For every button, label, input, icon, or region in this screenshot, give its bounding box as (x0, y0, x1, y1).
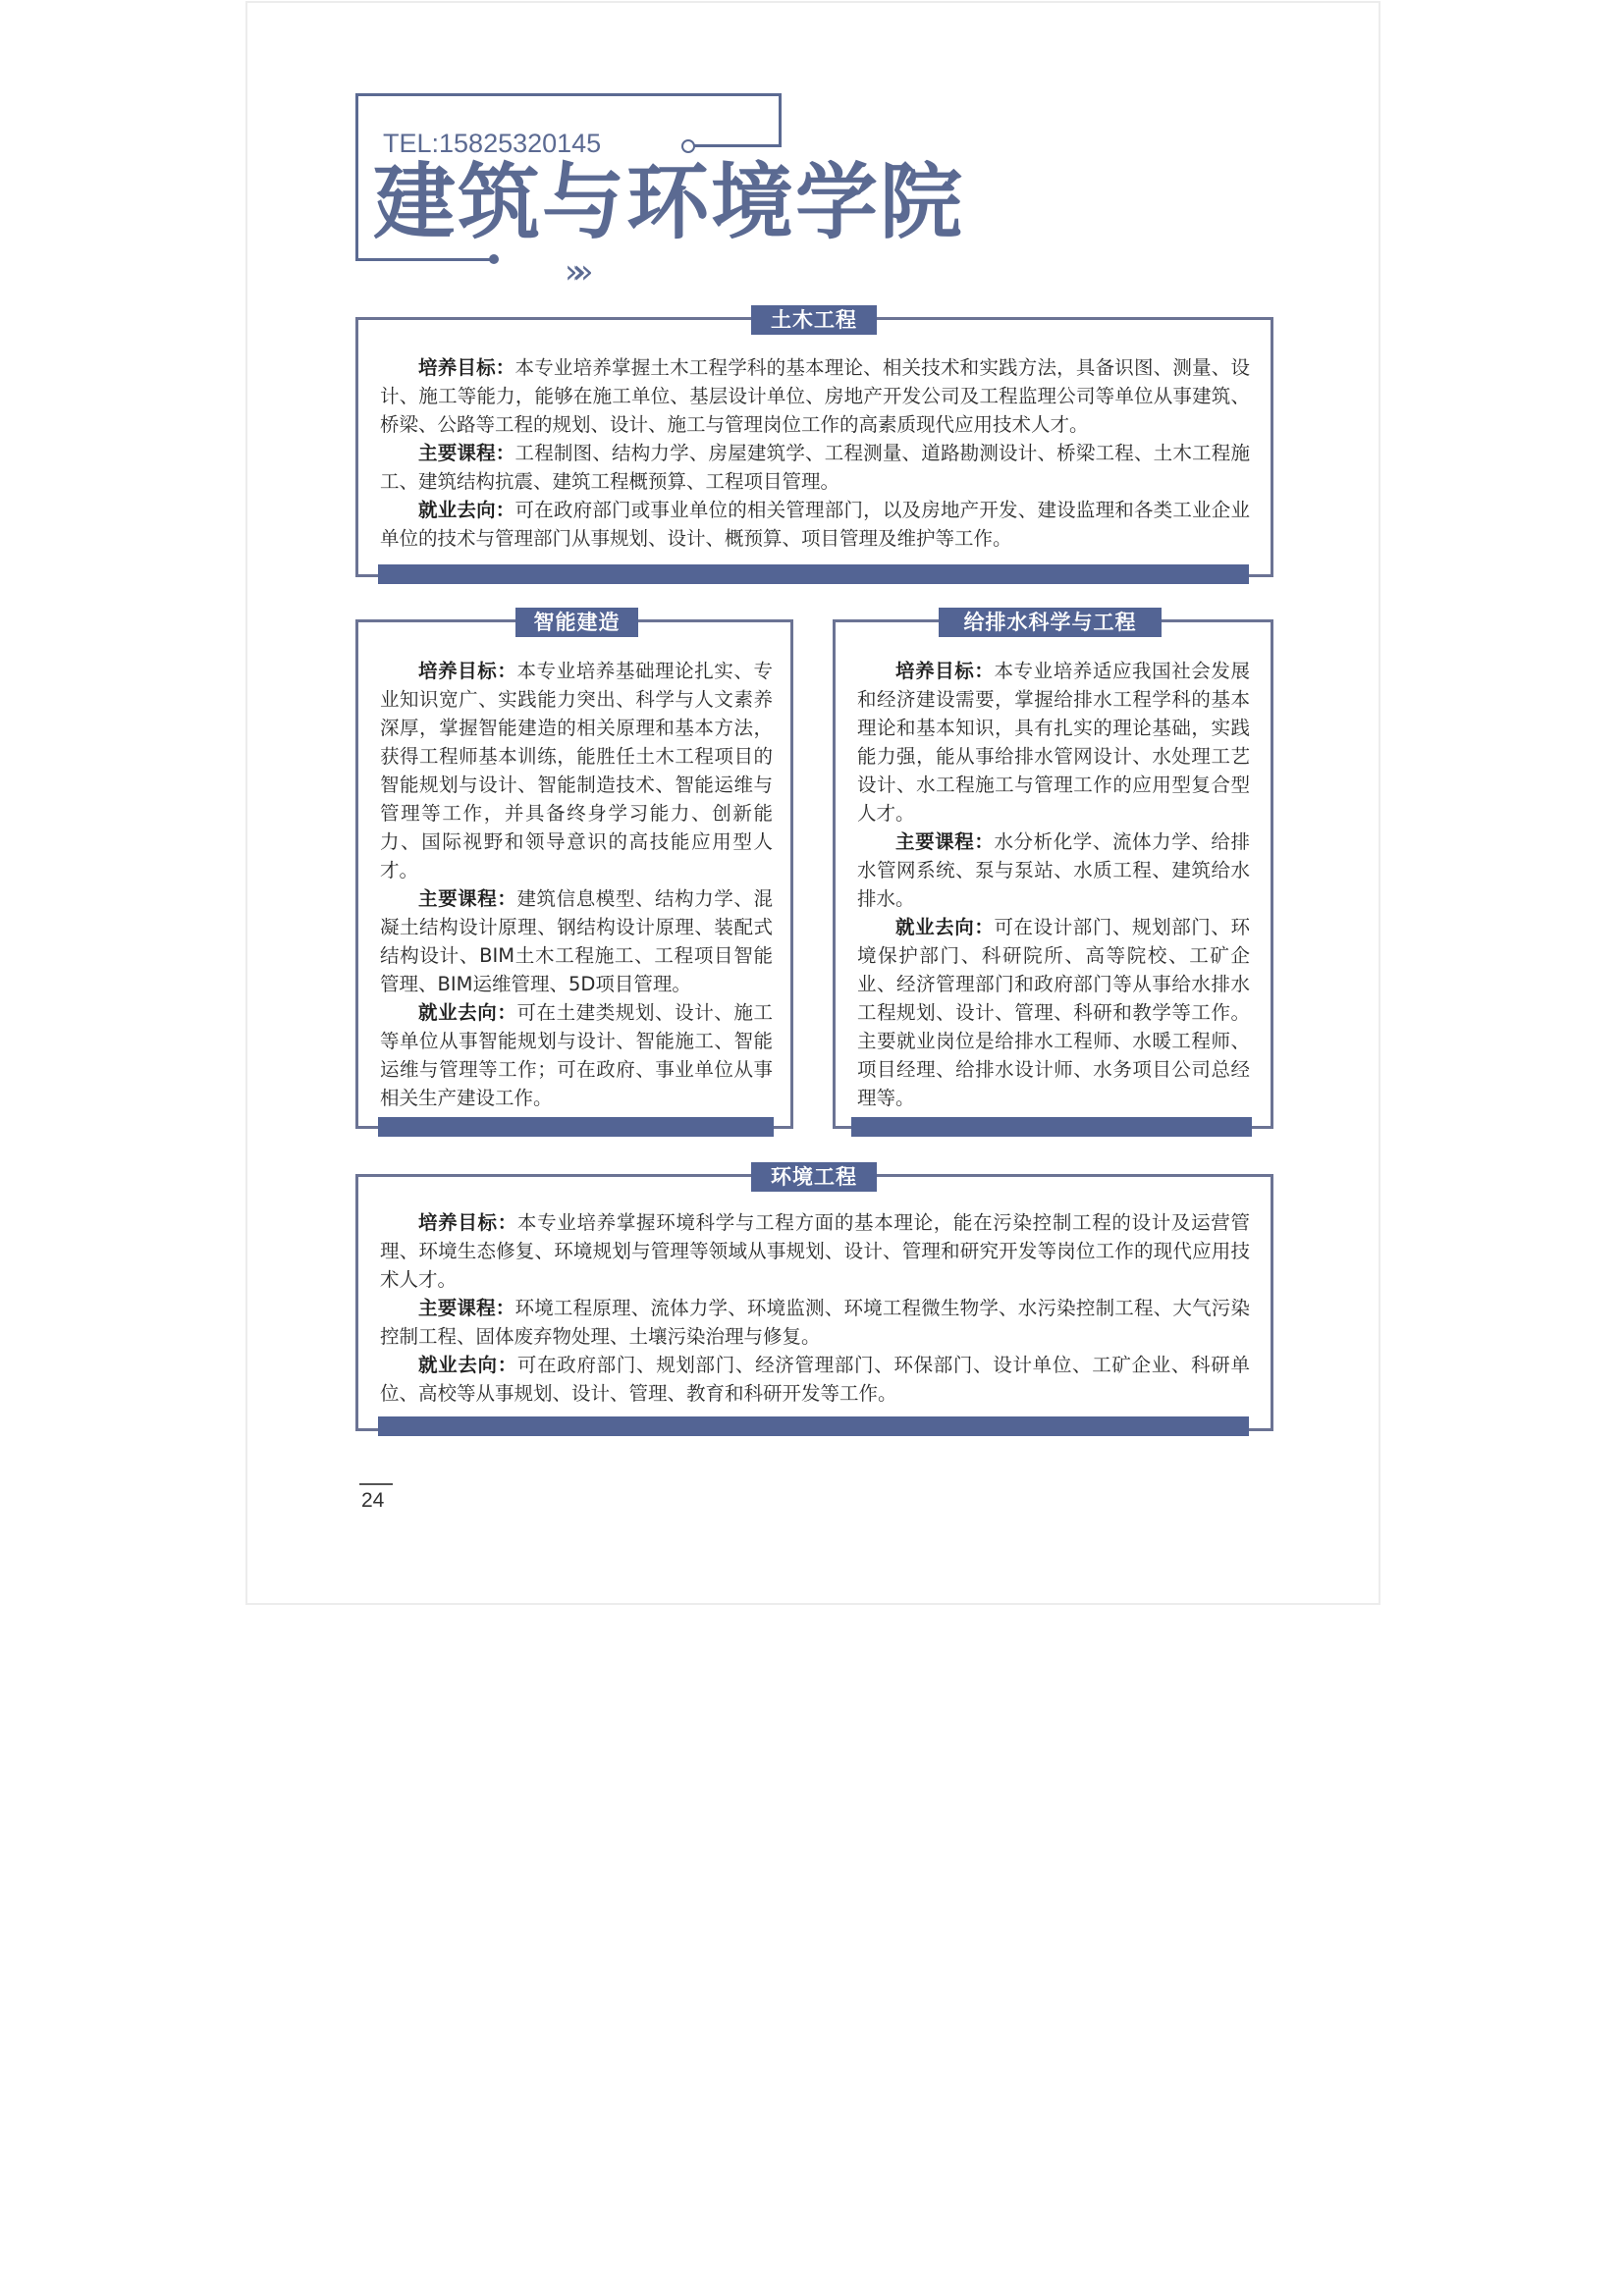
section-footer-bar (378, 564, 1249, 584)
section-footer-bar (378, 1416, 1249, 1436)
section-label: 土木工程 (751, 305, 877, 335)
section-content (380, 1208, 1250, 1408)
main-courses: 主要课程：环境工程原理、流体力学、环境监测、环境工程微生物学、水污染控制工程、大气污染控制工程、固体废弃物处理、土壤污染治理与修复。 (380, 1297, 1250, 1348)
header-bracket-bottom-line (355, 258, 493, 261)
dot-node-icon (489, 254, 499, 264)
career-direction: 就业去向：可在土建类规划、设计、施工等单位从事智能规划与设计、智能施工、智能运维与管理等工作；可在政府、事业单位从事相关生产建设工作。 (380, 1001, 773, 1109)
chevron-right-icon: »» (565, 252, 582, 292)
page-title: 建筑与环境学院 (373, 153, 965, 250)
training-goal: 培养目标：本专业培养基础理论扎实、专业知识宽广、实践能力突出、科学与人文素养深厚，掌握智能建造的相关原理和基本方法，获得工程师基本训练，能胜任土木工程项目的智能规划与设计、智能制造技术、智能运维与管理等工作，并具备终身学习能力、创新能力、国际视野和领导意识的高技能应用型人才。 (380, 660, 773, 881)
circle-node-icon (681, 139, 695, 153)
header-bracket-inner-line (693, 144, 782, 147)
main-courses: 主要课程：水分析化学、流体力学、给排水管网系统、泵与泵站、水质工程、建筑给水排水。 (857, 830, 1250, 910)
section-content (857, 657, 1250, 1112)
training-goal: 培养目标：本专业培养适应我国社会发展和经济建设需要，掌握给排水工程学科的基本理论和基本知识，具有扎实的理论基础，实践能力强，能从事给排水管网设计、水处理工艺设计、水工程施工与管理工作的应用型复合型人才。 (857, 660, 1250, 825)
main-courses: 主要课程：建筑信息模型、结构力学、混凝土结构设计原理、钢结构设计原理、装配式结构设计、BIM土木工程施工、工程项目智能管理、BIM运维管理、5D项目管理。 (380, 887, 773, 995)
training-goal: 培养目标：本专业培养掌握环境科学与工程方面的基本理论，能在污染控制工程的设计及运营管理、环境生态修复、环境规划与管理等领域从事规划、设计、管理和研究开发等岗位工作的现代应用技术人才。 (380, 1211, 1250, 1291)
career-direction: 就业去向：可在设计部门、规划部门、环境保护部门、科研院所、高等院校、工矿企业、经济管理部门和政府部门等从事给水排水工程规划、设计、管理、科研和教学等工作。主要就业岗位是给排水工程师、水暖工程师、项目经理、给排水设计师、水务项目公司总经理等。 (857, 916, 1250, 1109)
main-courses: 主要课程：工程制图、结构力学、房屋建筑学、工程测量、道路勘测设计、桥梁工程、土木工程施工、建筑结构抗震、建筑工程概预算、工程项目管理。 (380, 442, 1250, 493)
page-number: 24 (361, 1489, 385, 1512)
career-direction: 就业去向：可在政府部门或事业单位的相关管理部门，以及房地产开发、建设监理和各类工业企业单位的技术与管理部门从事规划、设计、概预算、项目管理及维护等工作。 (380, 499, 1250, 550)
career-direction: 就业去向：可在政府部门、规划部门、经济管理部门、环保部门、设计单位、工矿企业、科研单位、高校等从事规划、设计、管理、教育和科研开发等工作。 (380, 1354, 1250, 1405)
training-goal: 培养目标：本专业培养掌握土木工程学科的基本理论、相关技术和实践方法，具备识图、测量、设计、施工等能力，能够在施工单位、基层设计单位、房地产开发公司及工程监理公司等单位从事建筑、桥梁、公路等工程的规划、设计、施工与管理岗位工作的高素质现代应用技术人才。 (380, 356, 1250, 436)
section-environmental-engineering (355, 1165, 1273, 1431)
section-content (380, 657, 773, 1112)
section-smart-construction (355, 611, 793, 1129)
section-label: 给排水科学与工程 (939, 608, 1162, 637)
header-bracket-right (779, 93, 782, 147)
section-civil-engineering (355, 308, 1273, 577)
page-number-rule (359, 1483, 393, 1485)
section-footer-bar (378, 1117, 774, 1137)
section-label: 环境工程 (751, 1162, 877, 1192)
section-content (380, 353, 1250, 553)
section-footer-bar (851, 1117, 1252, 1137)
phone-number: TEL:15825320145 (383, 129, 602, 158)
section-label: 智能建造 (515, 608, 638, 637)
section-water-engineering (833, 611, 1273, 1129)
